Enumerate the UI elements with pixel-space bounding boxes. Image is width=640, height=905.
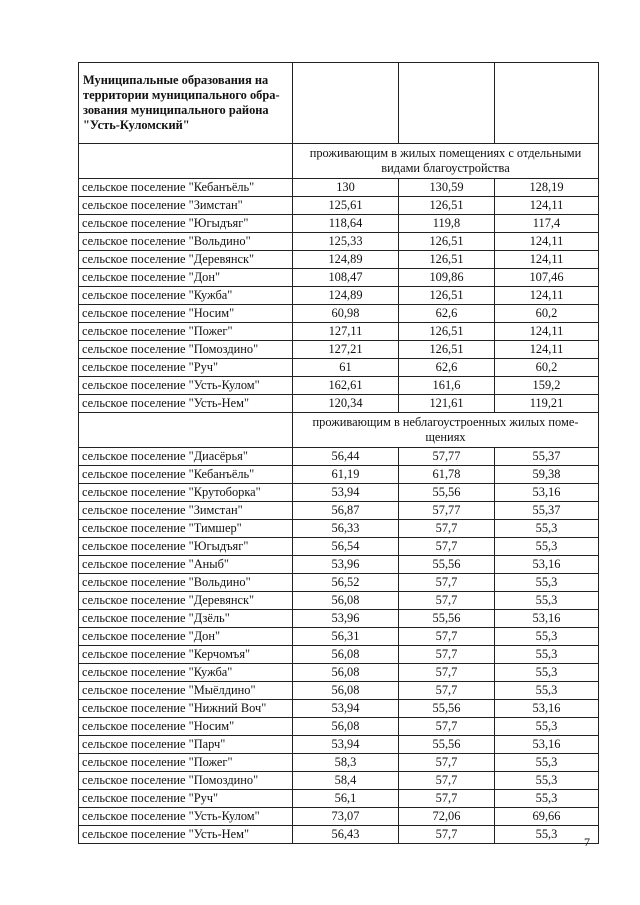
table-row [79,646,599,664]
value-cell-3: 53,16 [495,484,599,502]
section-title: проживающим в жилых помещениях с отдельными видами благоустройства [293,144,599,179]
value-cell-3: 124,11 [495,233,599,251]
value-cell-3: 119,21 [495,395,599,413]
value-cell-2: 57,7 [399,790,495,808]
value-cell-2: 61,78 [399,466,495,484]
table-row [79,377,599,395]
header-label: Муниципальные образования на территории муниципального обра-зования муниципального района "Усть-Куломский" [79,63,293,144]
value-cell-2: 57,77 [399,448,495,466]
value-cell-3: 55,3 [495,574,599,592]
value-cell-3: 55,3 [495,718,599,736]
value-cell-2: 55,56 [399,610,495,628]
settlement-name-cell: сельское поселение "Тимшер" [79,520,293,538]
value-cell-2: 119,8 [399,215,495,233]
table-row [79,197,599,215]
value-cell-1: 56,87 [293,502,399,520]
value-cell-3: 124,11 [495,323,599,341]
value-cell-1: 61 [293,359,399,377]
value-cell-3: 69,66 [495,808,599,826]
value-cell-3: 55,3 [495,826,599,844]
value-cell-3: 55,3 [495,592,599,610]
value-cell-1: 124,89 [293,251,399,269]
table-row [79,718,599,736]
value-cell-1: 53,94 [293,484,399,502]
value-cell-1: 56,52 [293,574,399,592]
value-cell-1: 56,08 [293,592,399,610]
table-row [79,269,599,287]
value-cell-1: 56,08 [293,718,399,736]
table-row [79,484,599,502]
header-empty-cell [495,63,599,144]
value-cell-3: 55,3 [495,664,599,682]
table-row [79,359,599,377]
value-cell-3: 60,2 [495,305,599,323]
value-cell-2: 126,51 [399,341,495,359]
value-cell-2: 57,7 [399,574,495,592]
table-row [79,215,599,233]
section-header-row [79,144,599,179]
value-cell-3: 55,3 [495,772,599,790]
table-row [79,341,599,359]
settlement-name-cell: сельское поселение "Мыёлдино" [79,682,293,700]
value-cell-1: 53,96 [293,610,399,628]
table-row [79,233,599,251]
tariff-table-body [79,63,599,844]
settlement-name-cell: сельское поселение "Крутоборка" [79,484,293,502]
settlement-name-cell: сельское поселение "Аныб" [79,556,293,574]
value-cell-1: 56,43 [293,826,399,844]
value-cell-3: 124,11 [495,251,599,269]
table-row [79,826,599,844]
value-cell-3: 55,3 [495,754,599,772]
value-cell-1: 108,47 [293,269,399,287]
table-row [79,287,599,305]
value-cell-1: 56,1 [293,790,399,808]
section-title: проживающим в неблагоустроенных жилых поме-щениях [293,413,599,448]
table-row [79,736,599,754]
value-cell-2: 161,6 [399,377,495,395]
value-cell-3: 53,16 [495,700,599,718]
value-cell-1: 53,94 [293,700,399,718]
value-cell-3: 124,11 [495,197,599,215]
value-cell-2: 62,6 [399,359,495,377]
value-cell-1: 58,4 [293,772,399,790]
settlement-name-cell: сельское поселение "Югыдъяг" [79,215,293,233]
value-cell-1: 56,08 [293,646,399,664]
header-empty-cell [293,63,399,144]
value-cell-2: 55,56 [399,484,495,502]
value-cell-3: 55,37 [495,502,599,520]
settlement-name-cell: сельское поселение "Керчомъя" [79,646,293,664]
value-cell-3: 60,2 [495,359,599,377]
value-cell-2: 57,7 [399,664,495,682]
table-row [79,664,599,682]
table-row [79,323,599,341]
value-cell-2: 57,77 [399,502,495,520]
table-row [79,466,599,484]
table-row [79,610,599,628]
value-cell-2: 57,7 [399,718,495,736]
value-cell-1: 162,61 [293,377,399,395]
settlement-name-cell: сельское поселение "Нижний Воч" [79,700,293,718]
settlement-name-cell: сельское поселение "Вольдино" [79,233,293,251]
settlement-name-cell: сельское поселение "Дон" [79,628,293,646]
table-row [79,502,599,520]
value-cell-3: 124,11 [495,341,599,359]
value-cell-3: 128,19 [495,179,599,197]
settlement-name-cell: сельское поселение "Кужба" [79,664,293,682]
settlement-name-cell: сельское поселение "Кебанъёль" [79,179,293,197]
value-cell-2: 130,59 [399,179,495,197]
value-cell-3: 124,11 [495,287,599,305]
value-cell-3: 53,16 [495,610,599,628]
value-cell-1: 118,64 [293,215,399,233]
value-cell-1: 58,3 [293,754,399,772]
value-cell-2: 57,7 [399,772,495,790]
value-cell-2: 62,6 [399,305,495,323]
value-cell-2: 57,7 [399,520,495,538]
value-cell-3: 55,3 [495,538,599,556]
settlement-name-cell: сельское поселение "Деревянск" [79,592,293,610]
settlement-name-cell: сельское поселение "Усть-Кулом" [79,377,293,395]
value-cell-1: 56,33 [293,520,399,538]
value-cell-3: 55,3 [495,646,599,664]
value-cell-1: 56,54 [293,538,399,556]
value-cell-3: 55,3 [495,628,599,646]
header-row [79,63,599,144]
value-cell-2: 55,56 [399,700,495,718]
value-cell-3: 53,16 [495,556,599,574]
settlement-name-cell: сельское поселение "Парч" [79,736,293,754]
table-row [79,574,599,592]
header-empty-cell [399,63,495,144]
settlement-name-cell: сельское поселение "Пожег" [79,754,293,772]
value-cell-1: 56,44 [293,448,399,466]
value-cell-2: 55,56 [399,736,495,754]
value-cell-2: 55,56 [399,556,495,574]
tariff-table [78,62,599,844]
table-row [79,395,599,413]
settlement-name-cell: сельское поселение "Помоздино" [79,341,293,359]
value-cell-3: 55,3 [495,790,599,808]
value-cell-2: 126,51 [399,197,495,215]
settlement-name-cell: сельское поселение "Помоздино" [79,772,293,790]
value-cell-1: 56,08 [293,664,399,682]
table-row [79,700,599,718]
settlement-name-cell: сельское поселение "Руч" [79,359,293,377]
value-cell-1: 61,19 [293,466,399,484]
value-cell-2: 109,86 [399,269,495,287]
settlement-name-cell: сельское поселение "Носим" [79,305,293,323]
value-cell-1: 60,98 [293,305,399,323]
settlement-name-cell: сельское поселение "Зимстан" [79,197,293,215]
section-header-row [79,413,599,448]
settlement-name-cell: сельское поселение "Кебанъёль" [79,466,293,484]
value-cell-2: 57,7 [399,538,495,556]
value-cell-2: 57,7 [399,592,495,610]
page-number: 7 [584,835,590,849]
document-page [78,62,598,844]
value-cell-3: 55,3 [495,520,599,538]
value-cell-3: 55,3 [495,682,599,700]
value-cell-2: 57,7 [399,628,495,646]
table-row [79,772,599,790]
table-row [79,592,599,610]
settlement-name-cell: сельское поселение "Кужба" [79,287,293,305]
value-cell-2: 126,51 [399,323,495,341]
value-cell-1: 124,89 [293,287,399,305]
table-row [79,556,599,574]
value-cell-1: 120,34 [293,395,399,413]
value-cell-2: 57,7 [399,826,495,844]
settlement-name-cell: сельское поселение "Вольдино" [79,574,293,592]
value-cell-1: 56,08 [293,682,399,700]
settlement-name-cell: сельское поселение "Югыдъяг" [79,538,293,556]
value-cell-1: 53,94 [293,736,399,754]
value-cell-3: 107,46 [495,269,599,287]
table-row [79,682,599,700]
value-cell-2: 72,06 [399,808,495,826]
value-cell-2: 57,7 [399,646,495,664]
value-cell-1: 127,11 [293,323,399,341]
settlement-name-cell: сельское поселение "Пожег" [79,323,293,341]
section-blank-cell [79,413,293,448]
value-cell-1: 130 [293,179,399,197]
value-cell-1: 73,07 [293,808,399,826]
table-row [79,179,599,197]
section-blank-cell [79,144,293,179]
table-row [79,448,599,466]
value-cell-3: 53,16 [495,736,599,754]
settlement-name-cell: сельское поселение "Диасёрья" [79,448,293,466]
value-cell-3: 59,38 [495,466,599,484]
settlement-name-cell: сельское поселение "Дон" [79,269,293,287]
settlement-name-cell: сельское поселение "Зимстан" [79,502,293,520]
table-row [79,520,599,538]
value-cell-2: 57,7 [399,682,495,700]
settlement-name-cell: сельское поселение "Носим" [79,718,293,736]
settlement-name-cell: сельское поселение "Усть-Нем" [79,826,293,844]
value-cell-2: 126,51 [399,287,495,305]
value-cell-3: 55,37 [495,448,599,466]
settlement-name-cell: сельское поселение "Усть-Нем" [79,395,293,413]
table-row [79,538,599,556]
value-cell-2: 121,61 [399,395,495,413]
table-row [79,754,599,772]
table-row [79,305,599,323]
value-cell-3: 117,4 [495,215,599,233]
value-cell-1: 125,61 [293,197,399,215]
value-cell-2: 126,51 [399,251,495,269]
value-cell-1: 125,33 [293,233,399,251]
value-cell-1: 127,21 [293,341,399,359]
settlement-name-cell: сельское поселение "Дзёль" [79,610,293,628]
table-row [79,628,599,646]
table-row [79,790,599,808]
value-cell-3: 159,2 [495,377,599,395]
table-row [79,808,599,826]
value-cell-2: 57,7 [399,754,495,772]
value-cell-2: 126,51 [399,233,495,251]
value-cell-1: 56,31 [293,628,399,646]
table-row [79,251,599,269]
settlement-name-cell: сельское поселение "Усть-Кулом" [79,808,293,826]
value-cell-1: 53,96 [293,556,399,574]
settlement-name-cell: сельское поселение "Деревянск" [79,251,293,269]
settlement-name-cell: сельское поселение "Руч" [79,790,293,808]
